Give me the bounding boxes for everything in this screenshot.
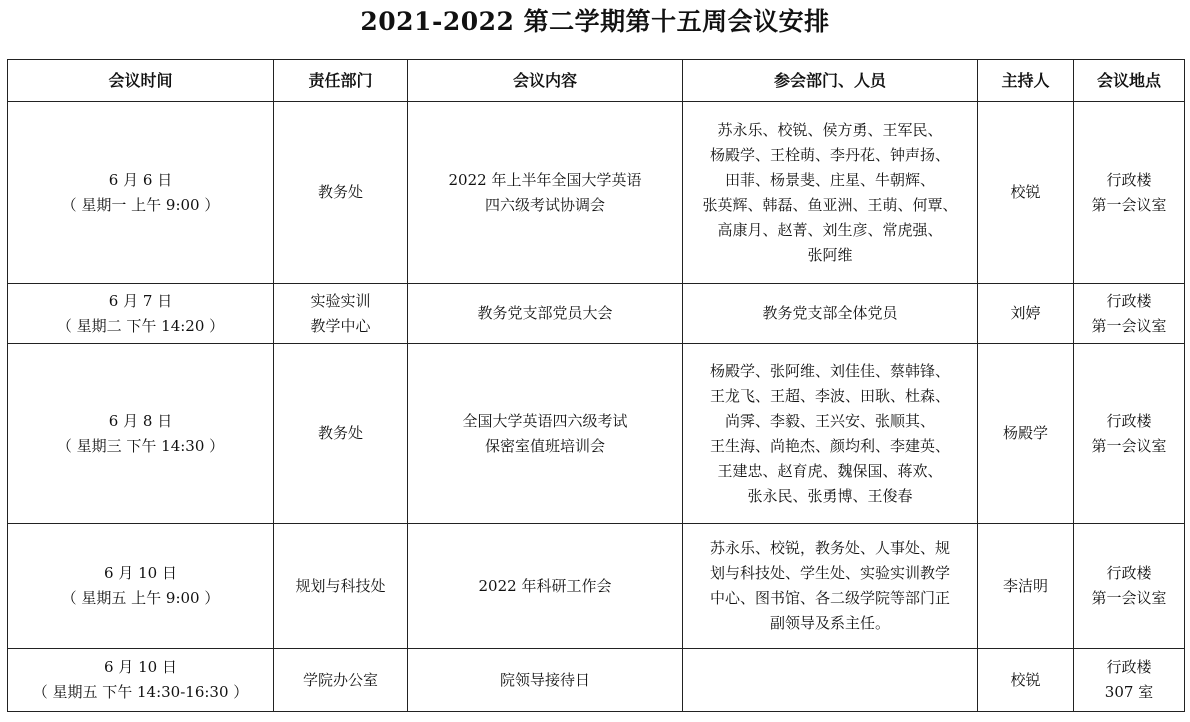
location-line: 第一会议室	[1091, 436, 1167, 455]
location-line: 第一会议室	[1091, 589, 1167, 607]
host-cell: 李洁明	[978, 524, 1074, 649]
attendees-line: 张英辉、韩磊、鱼亚洲、王萌、何覃、	[702, 195, 958, 214]
meeting-schedule-table	[7, 59, 1185, 712]
meeting-content-cell	[408, 344, 683, 524]
content-line: 2022 年上半年全国大学英语	[448, 170, 642, 189]
attendees-line: 教务党支部全体党员	[762, 304, 898, 322]
content-line: 保密室值班培训会	[484, 436, 605, 455]
meeting-weekday-time: （ 星期三 下午 14:30 ）	[56, 436, 225, 455]
dept-line: 实验实训	[310, 291, 371, 310]
location-cell	[1074, 524, 1185, 649]
content-line: 四六级考试协调会	[484, 195, 605, 214]
meeting-date: 6 月 10 日	[104, 658, 177, 676]
meeting-weekday-time: （ 星期二 下午 14:20 ）	[56, 316, 225, 335]
meeting-time-cell	[8, 102, 274, 284]
content-line: 全国大学英语四六级考试	[462, 411, 628, 430]
meeting-content-cell	[408, 102, 683, 284]
location-line: 行政楼	[1106, 411, 1152, 430]
dept-line: 教务处	[317, 183, 363, 201]
location-line: 行政楼	[1106, 564, 1152, 582]
attendees-line: 王龙飞、王超、李波、田耿、杜森、	[709, 386, 950, 405]
meeting-date: 6 月 7 日	[108, 291, 173, 310]
location-cell	[1074, 344, 1185, 524]
header-meeting-time: 会议时间	[8, 60, 274, 102]
attendees-line: 苏永乐、校锐、侯方勇、王军民、	[717, 120, 943, 139]
content-line: 2022 年科研工作会	[478, 576, 612, 595]
meeting-weekday-time: （ 星期五 上午 9:00 ）	[61, 589, 220, 607]
meeting-date: 6 月 6 日	[108, 170, 173, 189]
responsible-dept-cell	[274, 524, 408, 649]
table-header-row	[8, 60, 1185, 102]
meeting-time-cell	[8, 524, 274, 649]
responsible-dept-cell	[274, 102, 408, 284]
header-attendees: 参会部门、人员	[683, 60, 978, 102]
meeting-content-cell	[408, 284, 683, 344]
attendees-cell	[683, 284, 978, 344]
table-row	[8, 524, 1185, 649]
dept-line: 教务处	[317, 424, 363, 442]
location-cell	[1074, 102, 1185, 284]
responsible-dept-cell	[274, 284, 408, 344]
location-line: 第一会议室	[1091, 195, 1167, 214]
location-line: 行政楼	[1106, 291, 1152, 310]
host-cell: 杨殿学	[978, 344, 1074, 524]
attendees-cell	[683, 524, 978, 649]
header-location: 会议地点	[1074, 60, 1185, 102]
attendees-line: 杨殿学、张阿维、刘佳佳、蔡韩锋、	[709, 361, 950, 380]
meeting-date: 6 月 8 日	[108, 411, 173, 430]
host-cell: 校锐	[978, 102, 1074, 284]
attendees-line: 尚霁、李毅、王兴安、张顺其、	[724, 411, 935, 430]
table-row	[8, 102, 1185, 284]
header-host: 主持人	[978, 60, 1074, 102]
attendees-line: 高康月、赵菁、刘生彦、常虎强、	[717, 220, 943, 239]
attendees-cell	[683, 102, 978, 284]
meeting-content-cell	[408, 649, 683, 712]
dept-line: 学院办公室	[302, 670, 378, 689]
location-line: 行政楼	[1106, 658, 1152, 676]
dept-line: 规划与科技处	[295, 576, 386, 595]
header-responsible-dept: 责任部门	[274, 60, 408, 102]
location-cell	[1074, 649, 1185, 712]
meeting-date: 6 月 10 日	[104, 564, 177, 582]
meeting-time-cell	[8, 649, 274, 712]
host-cell: 校锐	[978, 649, 1074, 712]
attendees-cell	[683, 344, 978, 524]
content-line: 教务党支部党员大会	[477, 304, 613, 322]
meeting-content-cell	[408, 524, 683, 649]
meeting-time-cell	[8, 344, 274, 524]
table-row	[8, 344, 1185, 524]
location-line: 第一会议室	[1091, 316, 1167, 335]
dept-line: 教学中心	[310, 316, 371, 335]
table-row	[8, 284, 1185, 344]
meeting-weekday-time: （ 星期一 上午 9:00 ）	[61, 195, 220, 214]
attendees-line: 中心、图书馆、各二级学院等部门正	[709, 589, 950, 607]
attendees-line: 副领导及系主任。	[769, 614, 890, 632]
attendees-line: 张阿维	[807, 245, 853, 264]
attendees-line: 杨殿学、王栓萌、李丹花、钟声扬、	[709, 145, 950, 164]
attendees-cell	[683, 649, 978, 712]
location-cell	[1074, 284, 1185, 344]
content-line: 院领导接待日	[499, 670, 590, 689]
responsible-dept-cell	[274, 344, 408, 524]
location-line: 行政楼	[1106, 170, 1152, 189]
attendees-line: 张永民、张勇博、王俊春	[747, 486, 913, 505]
host-cell: 刘婷	[978, 284, 1074, 344]
attendees-line: 苏永乐、校锐，教务处、人事处、规	[709, 539, 950, 557]
attendees-line: 划与科技处、学生处、实验实训教学	[709, 564, 950, 582]
attendees-line: 王生海、尚艳杰、颜均利、李建英、	[709, 436, 950, 455]
table-row	[8, 649, 1185, 712]
location-line: 307 室	[1104, 683, 1154, 701]
meeting-time-cell	[8, 284, 274, 344]
page-title: 2021-2022 第二学期第十五周会议安排	[360, 7, 830, 36]
header-meeting-content: 会议内容	[408, 60, 683, 102]
attendees-line: 田菲、杨景斐、庄星、牛朝辉、	[724, 170, 935, 189]
attendees-line: 王建忠、赵育虎、魏保国、蒋欢、	[717, 461, 943, 480]
meeting-weekday-time: （ 星期五 下午 14:30-16:30 ）	[32, 683, 249, 701]
responsible-dept-cell	[274, 649, 408, 712]
